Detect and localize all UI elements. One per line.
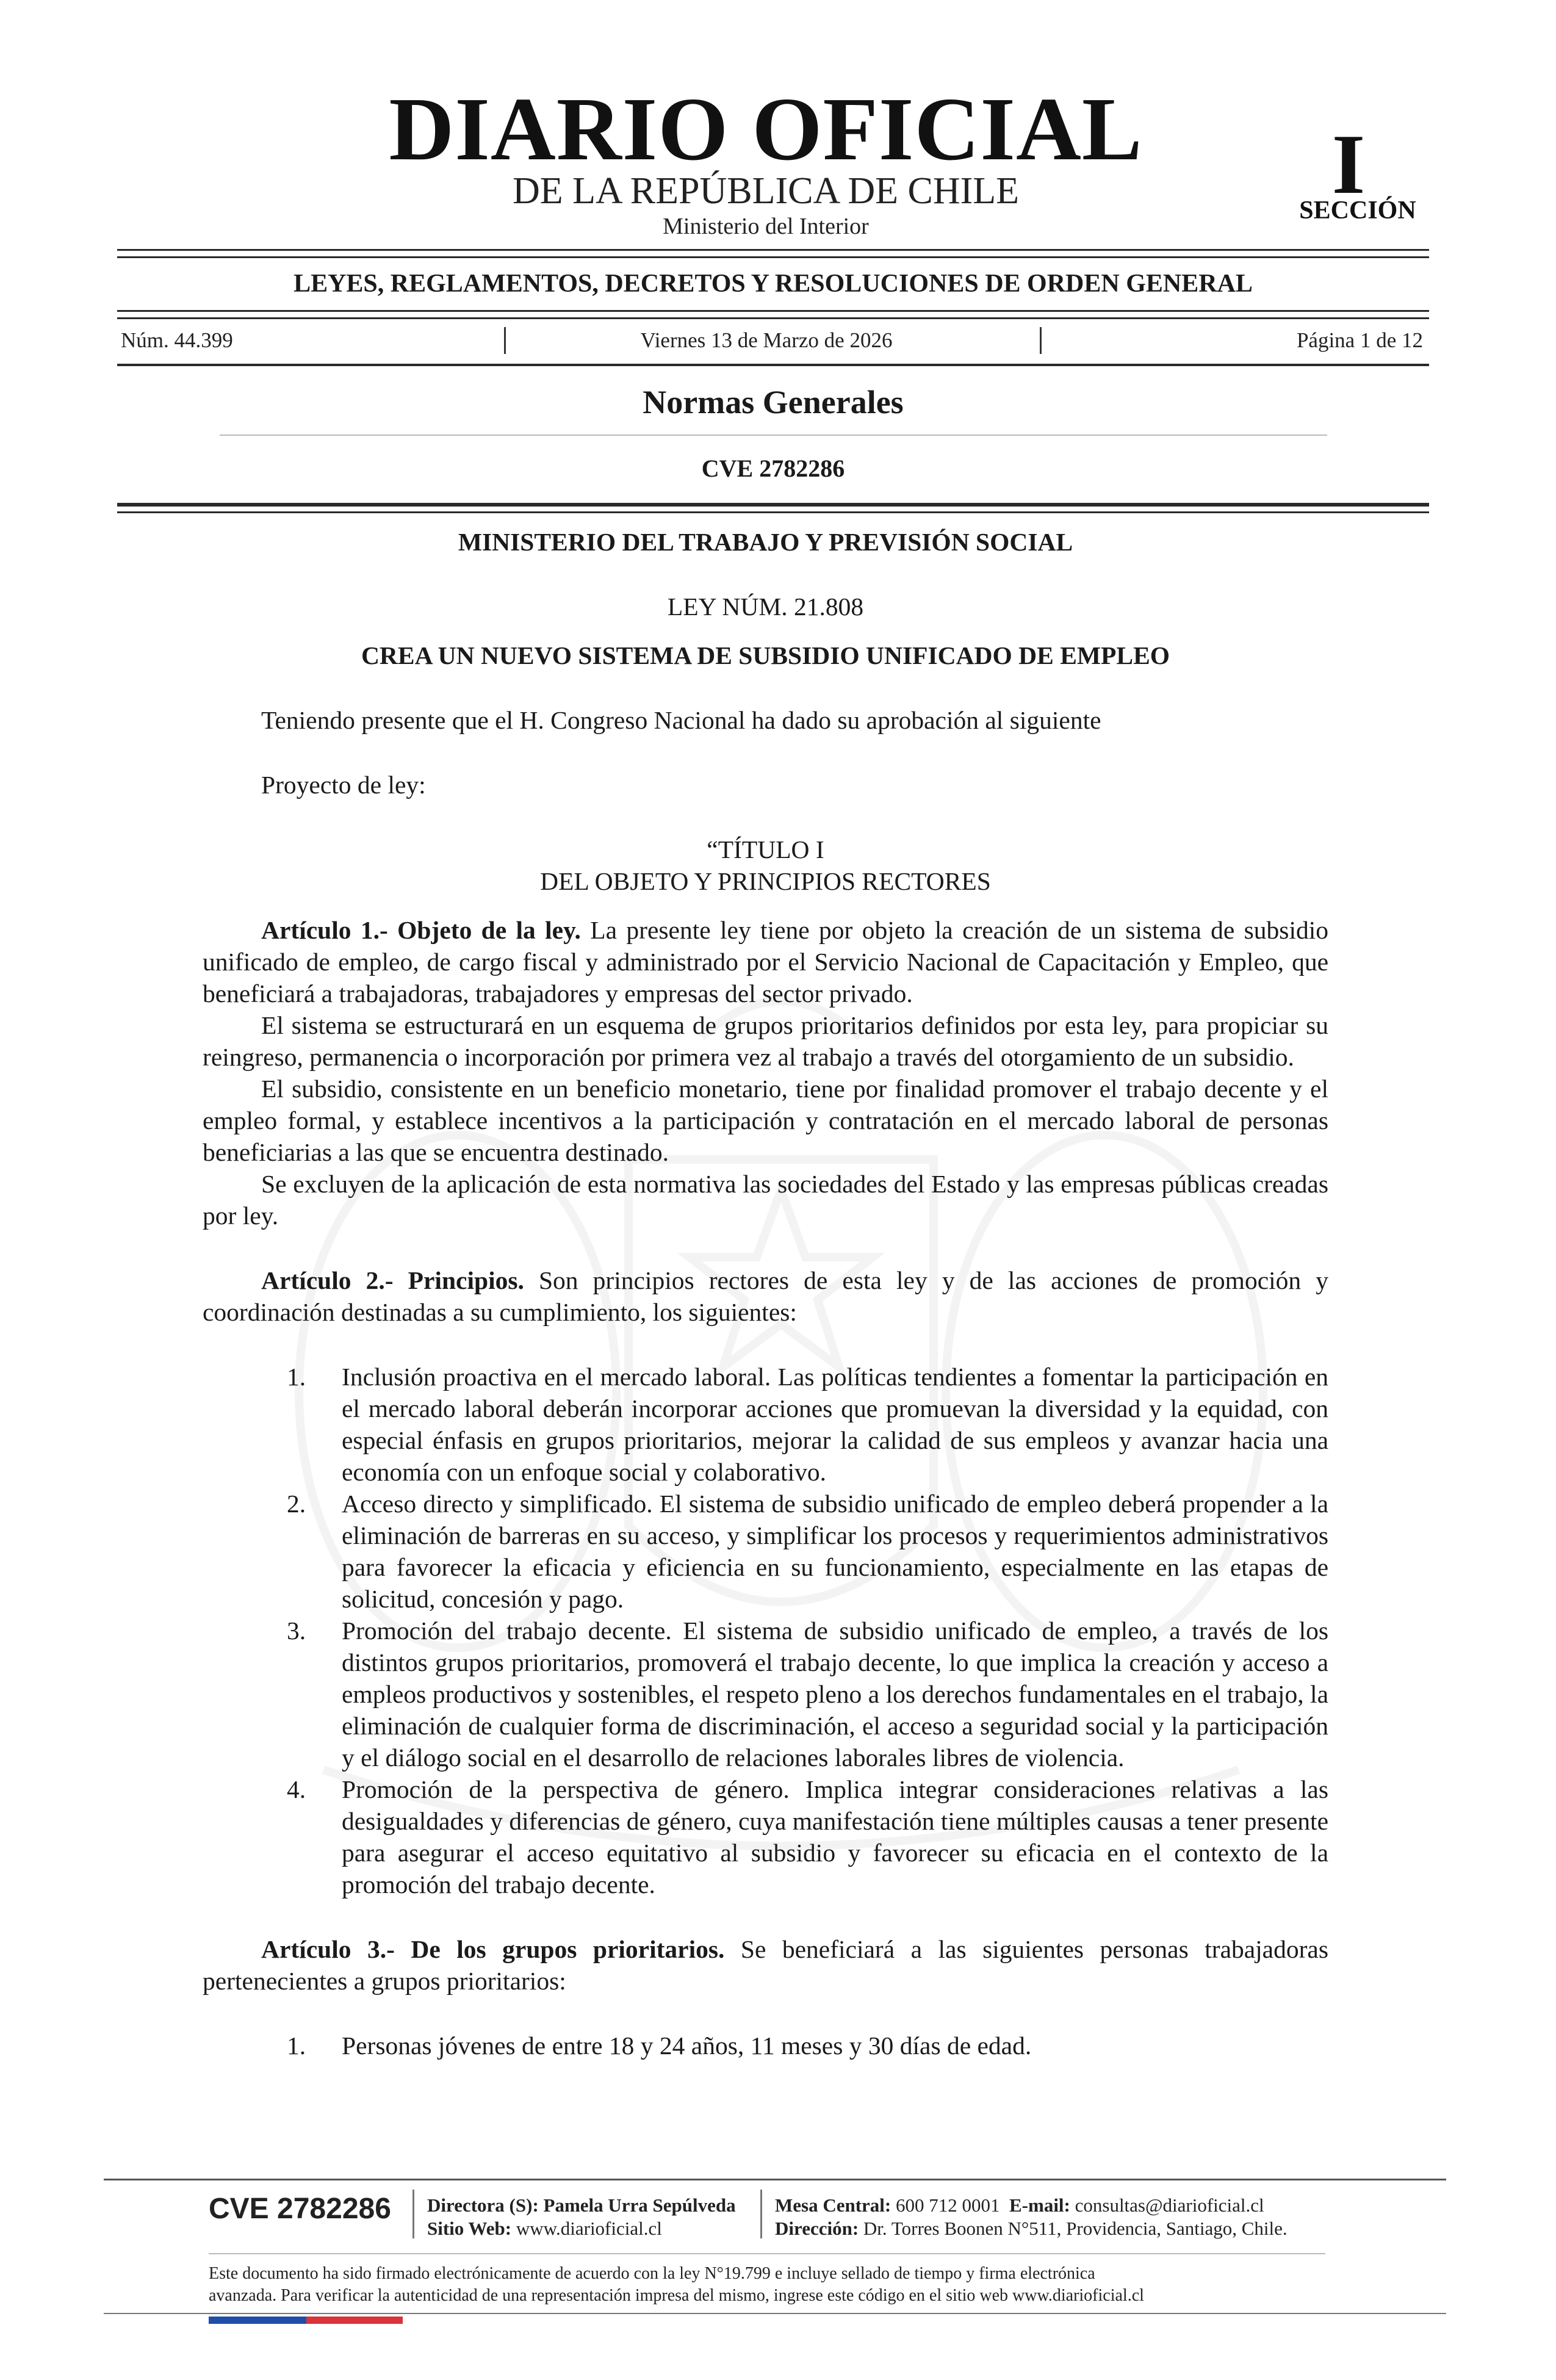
list-item-number: 1. — [287, 2032, 306, 2060]
footer-director — [427, 2196, 736, 2215]
article-1-paragraph-4: Se excluyen de la aplicación de esta normativa las sociedades del Estado y las empresas públicas creadas por ley. — [203, 1170, 1328, 1230]
ministry-heading: MINISTERIO DEL TRABAJO Y PREVISIÓN SOCIAL — [458, 528, 1073, 556]
list-item — [203, 1773, 1328, 1900]
header-rule — [117, 249, 1429, 251]
list-item-text: Inclusión proactiva en el mercado laboral. Las políticas tendientes a fomentar la participación en el mercado laboral deberán incorporar acciones que promuevan la diversidad y la equidad, con especial énfasis en grupos prioritarios, mejorar la calidad de sus empleos y avanzar hacia una economía con un enfoque social y colaborativo. — [342, 1363, 1328, 1486]
article-2-list — [203, 1361, 1328, 1900]
disclaimer-line-2: avanzada. Para verificar la autenticidad de una representación impresa del mismo, ingrese este código en el sitio web www.diarioficial.cl — [209, 2286, 1144, 2305]
section-divider — [220, 435, 1327, 436]
website-label: Sitio Web: — [427, 2218, 512, 2239]
law-number: LEY NÚM. 21.808 — [667, 593, 864, 621]
email-link[interactable]: consultas@diarioficial.cl — [1075, 2194, 1264, 2216]
list-item-number: 4. — [287, 1775, 306, 1803]
article-1-text: La presente ley tiene por objeto la creación de un sistema de subsidio unificado de empleo, de cargo fiscal y administrado por el Servicio Nacional de Capacitación y Empleo, que beneficiará a trabajadoras, trabajadores y empresas del sector privado. — [203, 916, 1329, 1008]
law-title: CREA UN NUEVO SISTEMA DE SUBSIDIO UNIFICADO DE EMPLEO — [361, 641, 1170, 669]
cve-heading: CVE 2782286 — [701, 455, 845, 482]
address-text: Dr. Torres Boonen N°511, Providencia, Santiago, Chile. — [863, 2218, 1288, 2239]
list-item-text: Personas jóvenes de entre 18 y 24 años, 11 meses y 30 días de edad. — [342, 2032, 1032, 2060]
list-item — [203, 1488, 1328, 1615]
list-item-text: Promoción de la perspectiva de género. Implica integrar consideraciones relativas a las desigualdades y diferencias de género, cuya manifestación tiene múltiples causas a tener presente para asegurar el acceso equitativo al subsidio y favorecer su eficacia en el contexto de la promoción del trabajo decente. — [342, 1775, 1328, 1899]
page-indicator: Página 1 de 12 — [1296, 328, 1423, 352]
website-link[interactable]: www.diarioficial.cl — [516, 2218, 662, 2239]
header-rule — [117, 256, 1429, 258]
footer-separator — [760, 2190, 762, 2238]
section-label: SECCIÓN — [1299, 197, 1416, 225]
issue-separator — [1040, 327, 1042, 354]
masthead-subtitle: DE LA REPÚBLICA DE CHILE — [512, 170, 1020, 212]
address-label: Dirección: — [775, 2218, 859, 2239]
footer-rule — [104, 2179, 1446, 2180]
director-label: Directora (S): — [427, 2194, 539, 2216]
footer-separator — [412, 2190, 414, 2238]
article-1-paragraph-2: El sistema se estructurará en un esquema de grupos prioritarios definidos por esta ley, para propiciar su reingreso, permanencia o incorporación por primera vez al trabajo a través del otorgamiento de un subsidio. — [203, 1011, 1328, 1071]
article-2-text: Son principios rectores de esta ley y de las acciones de promoción y coordinación destinadas a su cumplimiento, los siguientes: — [203, 1266, 1328, 1326]
header-rule — [117, 503, 1429, 507]
title-subheading: DEL OBJETO Y PRINCIPIOS RECTORES — [540, 867, 991, 895]
article-1-paragraph — [203, 914, 1328, 1009]
preamble: Teniendo presente que el H. Congreso Nacional ha dado su aprobación al siguiente — [261, 706, 1101, 734]
section-number: I — [1331, 117, 1366, 212]
masthead-title: DIARIO OFICIAL — [389, 79, 1143, 179]
disclaimer-line-1: Este documento ha sido firmado electrónicamente de acuerdo con la ley N°19.799 e incluye sellado de tiempo y firma electrónica — [209, 2264, 1095, 2283]
list-item — [203, 2030, 1328, 2061]
article-1-heading: Artículo 1.- Objeto de la ley. — [261, 916, 581, 944]
list-item-text: Promoción del trabajo decente. El sistema de subsidio unificado de empleo, a través de los distintos grupos prioritarios, promoverá el trabajo decente, lo que implica la creación y acceso a empleos productivos y sostenibles, el respeto pleno a los derechos fundamentales en el trabajo, la eliminación de cualquier forma de discriminación, el acceso a seguridad social y la participación y el diálogo social en el desarrollo de relaciones laborales libres de violencia. — [342, 1617, 1328, 1772]
list-item — [203, 1615, 1328, 1773]
article-3-text: Se beneficiará a las siguientes personas trabajadoras pertenecientes a grupos prioritarios: — [203, 1935, 1328, 1995]
list-item-number: 1. — [287, 1363, 306, 1391]
phone-number: 600 712 0001 — [896, 2194, 1000, 2216]
footer-address — [775, 2219, 1288, 2238]
header-rule — [117, 364, 1429, 366]
issue-date: Viernes 13 de Marzo de 2026 — [640, 328, 893, 352]
issue-number: Núm. 44.399 — [121, 328, 233, 352]
director-name: Pamela Urra Sepúlveda — [543, 2194, 736, 2216]
project-label: Proyecto de ley: — [261, 771, 426, 799]
flag-stripe-blue — [209, 2317, 306, 2324]
masthead-ministry: Ministerio del Interior — [663, 214, 869, 239]
footer-cve: CVE 2782286 — [209, 2193, 391, 2225]
footer-rule — [104, 2313, 1446, 2314]
article-1-paragraph-3: El subsidio, consistente en un beneficio monetario, tiene por finalidad promover el trabajo decente y el empleo formal, y establece incentivos a la participación y contratación en el mercado laboral de personas beneficiarias a las que se encuentra destinado. — [203, 1075, 1328, 1166]
article-3-heading: Artículo 3.- De los grupos prioritarios. — [261, 1935, 725, 1963]
title-heading: “TÍTULO I — [707, 835, 824, 864]
footer-contact — [775, 2196, 1264, 2215]
flag-stripe-red — [306, 2317, 403, 2324]
category-heading: LEYES, REGLAMENTOS, DECRETOS Y RESOLUCIONES DE ORDEN GENERAL — [294, 270, 1253, 298]
email-label: E-mail: — [1009, 2194, 1070, 2216]
article-3-list — [203, 2030, 1328, 2061]
header-rule — [117, 310, 1429, 312]
article-3-paragraph — [203, 1933, 1328, 1997]
header-rule — [117, 511, 1429, 513]
section-title: Normas Generales — [643, 384, 904, 420]
article-2-paragraph — [203, 1264, 1328, 1328]
article-2-heading: Artículo 2.- Principios. — [261, 1266, 524, 1294]
footer-website — [427, 2219, 662, 2238]
list-item-text: Acceso directo y simplificado. El sistema de subsidio unificado de empleo deberá propender a la eliminación de barreras en su acceso, y simplificar los procesos y requerimientos administrativos para favorecer la eficacia y eficiencia en su funcionamiento, especialmente en las etapas de solicitud, concesión y pago. — [342, 1490, 1328, 1613]
issue-separator — [504, 327, 506, 354]
phone-label: Mesa Central: — [775, 2194, 891, 2216]
footer-divider — [209, 2253, 1325, 2254]
header-rule — [117, 317, 1429, 319]
list-item-number: 3. — [287, 1617, 306, 1645]
list-item — [203, 1361, 1328, 1488]
document-body — [203, 526, 1328, 2061]
list-item-number: 2. — [287, 1490, 306, 1518]
